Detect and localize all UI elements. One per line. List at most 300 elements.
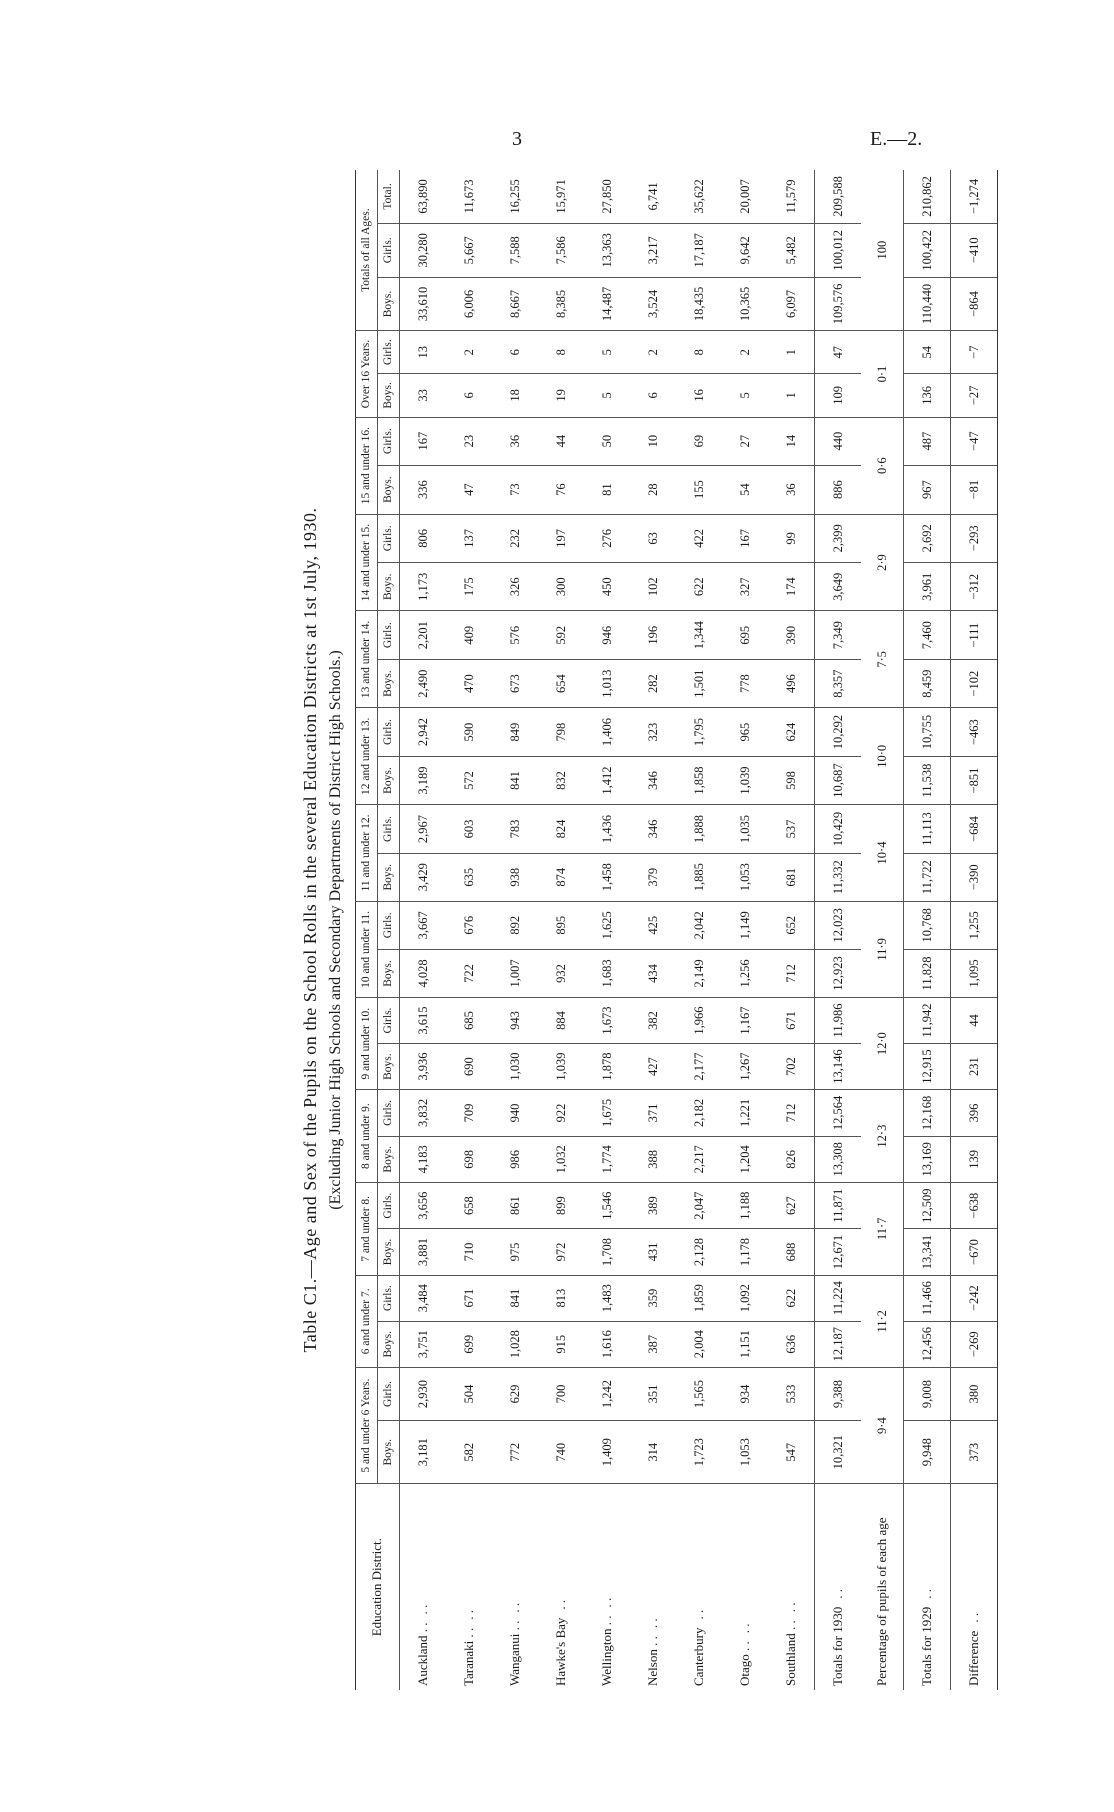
district-label bbox=[768, 1484, 815, 1690]
leader-dots: . . bbox=[966, 1612, 982, 1623]
table-cell: 33 bbox=[400, 374, 447, 418]
difference-row bbox=[951, 170, 998, 1690]
table-cell: 1,151 bbox=[722, 1321, 768, 1367]
leader-dots: . . bbox=[691, 1609, 707, 1620]
table-cell: 986 bbox=[492, 1136, 538, 1182]
table-cell: 100,012 bbox=[815, 223, 862, 277]
header-girls: Girls. bbox=[378, 611, 400, 659]
header-age-group: 11 and under 12. bbox=[356, 805, 378, 901]
header-girls: Girls. bbox=[378, 331, 400, 374]
table-cell: 300 bbox=[538, 563, 584, 611]
percentage-cell: 9·4 bbox=[861, 1367, 904, 1483]
table-cell: 886 bbox=[815, 465, 862, 514]
table-cell: 1,675 bbox=[584, 1090, 630, 1136]
table-cell: 13,169 bbox=[904, 1136, 951, 1182]
row-label-text: Totals for 1930 bbox=[830, 1606, 846, 1686]
header-row-groups bbox=[356, 170, 378, 1690]
table-cell: 11,538 bbox=[904, 756, 951, 804]
table-cell: 13,308 bbox=[815, 1136, 862, 1182]
table-cell: 50 bbox=[584, 417, 630, 465]
table-cell: 427 bbox=[630, 1043, 676, 1089]
table-cell: 69 bbox=[676, 417, 722, 465]
header-total: Total. bbox=[378, 170, 400, 223]
table-cell: 685 bbox=[446, 998, 492, 1044]
table-cell: 196 bbox=[630, 611, 676, 659]
table-cell: −47 bbox=[951, 417, 998, 465]
table-cell: 155 bbox=[676, 465, 722, 514]
table-cell: 8 bbox=[676, 331, 722, 374]
percentage-cell: 10·4 bbox=[861, 805, 904, 901]
table-cell: 346 bbox=[630, 805, 676, 854]
table-cell: 712 bbox=[768, 1090, 815, 1136]
table-cell: 3,832 bbox=[400, 1090, 447, 1136]
table-cell: 832 bbox=[538, 756, 584, 804]
table-cell: 16 bbox=[676, 374, 722, 418]
table-cell: 10,365 bbox=[722, 277, 768, 331]
header-age-group: 7 and under 8. bbox=[356, 1182, 378, 1275]
district-name: Wanganui . . bbox=[507, 1620, 523, 1686]
header-girls: Girls. bbox=[378, 417, 400, 465]
table-cell: 622 bbox=[768, 1275, 815, 1321]
table-cell: 629 bbox=[492, 1367, 538, 1420]
table-cell: 76 bbox=[538, 465, 584, 514]
header-boys: Boys. bbox=[378, 1229, 400, 1275]
row-label bbox=[861, 1484, 904, 1690]
table-cell: 35,622 bbox=[691, 179, 706, 214]
table-cell: 387 bbox=[630, 1321, 676, 1367]
table-cell: 197 bbox=[538, 514, 584, 562]
table-cell: 2 bbox=[630, 331, 676, 374]
table-cell: 671 bbox=[768, 998, 815, 1044]
table-cell: 1,221 bbox=[722, 1090, 768, 1136]
table-cell: 18,435 bbox=[676, 277, 722, 331]
table-cell: 1,888 bbox=[676, 805, 722, 854]
table-cell: 1,178 bbox=[722, 1229, 768, 1275]
table-cell: 1,053 bbox=[722, 853, 768, 901]
table-cell: 27,850 bbox=[599, 179, 614, 214]
table-cell: 7,586 bbox=[538, 223, 584, 277]
table-cell: −390 bbox=[951, 853, 998, 901]
table-cell: 210,862 bbox=[904, 170, 951, 223]
table-cell: 1 bbox=[768, 331, 815, 374]
table-cell: −27 bbox=[951, 374, 998, 418]
table-cell: 1,028 bbox=[492, 1321, 538, 1367]
leader-dots: . . bbox=[507, 1602, 523, 1613]
table-cell: 722 bbox=[446, 949, 492, 997]
table-cell: 11,986 bbox=[815, 998, 862, 1044]
table-cell: 63,890 bbox=[415, 179, 430, 214]
table-cell: 934 bbox=[722, 1367, 768, 1420]
table-body bbox=[400, 170, 998, 1690]
district-name: Canterbury bbox=[691, 1627, 707, 1686]
district-name: Nelson . . bbox=[645, 1636, 661, 1686]
table-cell: 3,936 bbox=[400, 1043, 447, 1089]
table-cell: 10 bbox=[630, 417, 676, 465]
table-cell: 2,692 bbox=[904, 514, 951, 562]
table-cell: 396 bbox=[951, 1090, 998, 1136]
table-cell: 276 bbox=[584, 514, 630, 562]
table-cell: 3,656 bbox=[400, 1182, 447, 1228]
table-cell: 7,349 bbox=[815, 611, 862, 659]
table-cell: 431 bbox=[630, 1229, 676, 1275]
header-girls: Girls. bbox=[378, 901, 400, 949]
table-cell: 11,722 bbox=[904, 853, 951, 901]
table-cell: 351 bbox=[630, 1367, 676, 1420]
table-cell: 841 bbox=[492, 756, 538, 804]
table-cell: 1,774 bbox=[584, 1136, 630, 1182]
table-cell: 972 bbox=[538, 1229, 584, 1275]
table-cell: 1,092 bbox=[722, 1275, 768, 1321]
table-cell: 73 bbox=[492, 465, 538, 514]
table-cell: 1,013 bbox=[584, 659, 630, 707]
table-cell: 681 bbox=[768, 853, 815, 901]
table-cell: 1,565 bbox=[676, 1367, 722, 1420]
header-girls: Girls. bbox=[378, 1275, 400, 1321]
table-cell: 11,113 bbox=[904, 805, 951, 854]
table-cell: 28 bbox=[630, 465, 676, 514]
table-cell: 975 bbox=[492, 1229, 538, 1275]
table-cell: 3,484 bbox=[400, 1275, 447, 1321]
table-cell: 688 bbox=[768, 1229, 815, 1275]
row-label-text: Totals for 1929 bbox=[919, 1606, 935, 1686]
table-cell: 326 bbox=[492, 563, 538, 611]
district-label bbox=[538, 1484, 584, 1690]
table-cell: −670 bbox=[951, 1229, 998, 1275]
age-sex-table bbox=[355, 170, 998, 1690]
table-cell: 658 bbox=[446, 1182, 492, 1228]
leader-dots: . . bbox=[737, 1623, 753, 1634]
table-cell: 1,966 bbox=[676, 998, 722, 1044]
table-cell: 740 bbox=[538, 1421, 584, 1484]
table-cell: −410 bbox=[951, 223, 998, 277]
table-cell: 1,173 bbox=[400, 563, 447, 611]
table-cell: 10,429 bbox=[815, 805, 862, 854]
table-cell: 572 bbox=[446, 756, 492, 804]
table-cell: 12,671 bbox=[815, 1229, 862, 1275]
table-cell: 12,923 bbox=[815, 949, 862, 997]
table-cell: 17,187 bbox=[676, 223, 722, 277]
percentage-cell: 2·9 bbox=[861, 514, 904, 611]
table-cell: 504 bbox=[446, 1367, 492, 1420]
table-cell: 2,177 bbox=[676, 1043, 722, 1089]
header-girls: Girls. bbox=[378, 223, 400, 277]
table-cell: 371 bbox=[630, 1090, 676, 1136]
header-girls: Girls. bbox=[378, 998, 400, 1044]
table-cell: 15,971 bbox=[553, 179, 568, 214]
table-cell: 2,128 bbox=[676, 1229, 722, 1275]
header-boys: Boys. bbox=[378, 277, 400, 331]
table-cell: 1,406 bbox=[584, 708, 630, 756]
table-cell: 547 bbox=[768, 1421, 815, 1484]
row-label bbox=[904, 1484, 951, 1690]
table-cell: 409 bbox=[446, 611, 492, 659]
header-age-group: 8 and under 9. bbox=[356, 1090, 378, 1183]
table-cell: 12,168 bbox=[904, 1090, 951, 1136]
table-cell: 99 bbox=[768, 514, 815, 562]
table-cell: 849 bbox=[492, 708, 538, 756]
table-cell: 30,280 bbox=[400, 223, 447, 277]
table-cell: 232 bbox=[492, 514, 538, 562]
table-cell: 7,588 bbox=[492, 223, 538, 277]
table-cell: 826 bbox=[768, 1136, 815, 1182]
table-cell: 6 bbox=[630, 374, 676, 418]
table-cell: 813 bbox=[538, 1275, 584, 1321]
page-number: 3 bbox=[512, 128, 522, 150]
header-age-group: 9 and under 10. bbox=[356, 998, 378, 1090]
table-cell: 12,915 bbox=[904, 1043, 951, 1089]
table-cell: 137 bbox=[446, 514, 492, 562]
table-cell: 10,292 bbox=[815, 708, 862, 756]
table-cell: 434 bbox=[630, 949, 676, 997]
percentage-cell: 0·1 bbox=[861, 331, 904, 417]
table-cell: 9,642 bbox=[722, 223, 768, 277]
table-cell: 1,030 bbox=[492, 1043, 538, 1089]
percentage-cell: 0·6 bbox=[861, 417, 904, 514]
table-cell: 2,490 bbox=[400, 659, 447, 707]
table-cell: 6,741 bbox=[645, 182, 660, 211]
table-cell: 231 bbox=[951, 1043, 998, 1089]
header-boys: Boys. bbox=[378, 756, 400, 804]
table-cell: 590 bbox=[446, 708, 492, 756]
percentage-cell: 100 bbox=[874, 240, 889, 260]
header-row-sex bbox=[378, 170, 400, 1690]
table-cell: 592 bbox=[538, 611, 584, 659]
table-cell: 425 bbox=[630, 901, 676, 949]
table-cell: 13,146 bbox=[815, 1043, 862, 1089]
header-girls: Girls. bbox=[378, 1367, 400, 1420]
table-cell: 5,667 bbox=[446, 223, 492, 277]
table-cell: 379 bbox=[630, 853, 676, 901]
table-cell: 54 bbox=[904, 331, 951, 374]
table-cell: 167 bbox=[400, 417, 447, 465]
table-cell: −463 bbox=[951, 708, 998, 756]
table-cell: 9,388 bbox=[815, 1367, 862, 1420]
table-cell: 533 bbox=[768, 1367, 815, 1420]
table-cell: 806 bbox=[400, 514, 447, 562]
table-cell: 1,795 bbox=[676, 708, 722, 756]
header-girls: Girls. bbox=[378, 805, 400, 854]
table-cell: 1,039 bbox=[722, 756, 768, 804]
table-cell: 1,053 bbox=[722, 1421, 768, 1484]
table-cell: 3,189 bbox=[400, 756, 447, 804]
table-cell: 922 bbox=[538, 1090, 584, 1136]
table-cell: 5,482 bbox=[768, 223, 815, 277]
header-age-group: Totals of all Ages. bbox=[356, 170, 378, 331]
table-cell: 899 bbox=[538, 1182, 584, 1228]
table-cell: 965 bbox=[722, 708, 768, 756]
table-cell: 54 bbox=[722, 465, 768, 514]
table-cell: 282 bbox=[630, 659, 676, 707]
district-name: Auckland . . bbox=[415, 1622, 431, 1686]
header-age-group: 6 and under 7. bbox=[356, 1275, 378, 1367]
rotated-table-block bbox=[300, 170, 982, 1690]
table-cell: 915 bbox=[538, 1321, 584, 1367]
table-cell: 47 bbox=[815, 331, 862, 374]
table-cell: 582 bbox=[446, 1421, 492, 1484]
leader-dots: . . bbox=[783, 1602, 799, 1613]
table-cell: 327 bbox=[722, 563, 768, 611]
header-district: Education District. bbox=[356, 1484, 400, 1690]
table-cell: 1,242 bbox=[584, 1367, 630, 1420]
table-cell: −7 bbox=[951, 331, 998, 374]
table-cell: 1,483 bbox=[584, 1275, 630, 1321]
table-cell: 100,422 bbox=[904, 223, 951, 277]
header-boys: Boys. bbox=[378, 1321, 400, 1367]
district-label bbox=[676, 1484, 722, 1690]
header-age-group: 12 and under 13. bbox=[356, 708, 378, 805]
district-name: Southland . . bbox=[783, 1620, 799, 1686]
table-cell: 8 bbox=[538, 331, 584, 374]
table-cell: 496 bbox=[768, 659, 815, 707]
percentage-cell: 10·0 bbox=[861, 708, 904, 805]
table-cell: 12,456 bbox=[904, 1321, 951, 1367]
table-cell: 627 bbox=[768, 1182, 815, 1228]
table-cell: 861 bbox=[492, 1182, 538, 1228]
header-age-group: 14 and under 15. bbox=[356, 514, 378, 611]
table-row bbox=[584, 170, 630, 1690]
table-cell: 1,616 bbox=[584, 1321, 630, 1367]
table-cell: 6,097 bbox=[768, 277, 815, 331]
header-girls: Girls. bbox=[378, 1182, 400, 1228]
table-cell: 603 bbox=[446, 805, 492, 854]
district-name: Taranaki . . bbox=[461, 1627, 477, 1686]
table-cell: 2,047 bbox=[676, 1182, 722, 1228]
table-cell: 1,149 bbox=[722, 901, 768, 949]
table-cell: 1,723 bbox=[676, 1421, 722, 1484]
table-cell: 712 bbox=[768, 949, 815, 997]
table-cell: 841 bbox=[492, 1275, 538, 1321]
table-cell: 709 bbox=[446, 1090, 492, 1136]
table-cell: 6 bbox=[446, 374, 492, 418]
table-cell: −102 bbox=[951, 659, 998, 707]
table-cell: 3,181 bbox=[400, 1421, 447, 1484]
table-cell: 336 bbox=[400, 465, 447, 514]
table-cell: 23 bbox=[446, 417, 492, 465]
table-cell: 11,224 bbox=[815, 1275, 862, 1321]
table-cell: 778 bbox=[722, 659, 768, 707]
row-label-text: Difference bbox=[966, 1630, 982, 1686]
table-cell: 10,768 bbox=[904, 901, 951, 949]
table-cell: 2,967 bbox=[400, 805, 447, 854]
table-cell: 8,667 bbox=[492, 277, 538, 331]
table-cell: −684 bbox=[951, 805, 998, 854]
table-cell: 9,008 bbox=[904, 1367, 951, 1420]
table-row bbox=[446, 170, 492, 1690]
table-cell: 389 bbox=[630, 1182, 676, 1228]
table-cell: 1,095 bbox=[951, 949, 998, 997]
percentage-cell: 11·7 bbox=[861, 1182, 904, 1275]
table-cell: 598 bbox=[768, 756, 815, 804]
table-cell: 772 bbox=[492, 1421, 538, 1484]
table-cell: 36 bbox=[492, 417, 538, 465]
leader-dots: . . bbox=[919, 1589, 935, 1599]
table-cell: 14 bbox=[768, 417, 815, 465]
table-cell: 2,149 bbox=[676, 949, 722, 997]
table-cell: 19 bbox=[538, 374, 584, 418]
table-cell: 1,501 bbox=[676, 659, 722, 707]
header-boys: Boys. bbox=[378, 1043, 400, 1089]
table-cell: 1,878 bbox=[584, 1043, 630, 1089]
table-cell: 109 bbox=[815, 374, 862, 418]
table-cell: 943 bbox=[492, 998, 538, 1044]
table-cell: 14,487 bbox=[584, 277, 630, 331]
table-cell: 167 bbox=[722, 514, 768, 562]
table-cell: 5 bbox=[722, 374, 768, 418]
table-cell: 81 bbox=[584, 465, 630, 514]
table-cell: 1,546 bbox=[584, 1182, 630, 1228]
table-cell: 1,255 bbox=[951, 901, 998, 949]
district-name: Wellington . . bbox=[599, 1615, 615, 1686]
header-girls: Girls. bbox=[378, 708, 400, 756]
table-cell: 102 bbox=[630, 563, 676, 611]
table-cell: 884 bbox=[538, 998, 584, 1044]
percentage-cell: 7·5 bbox=[861, 611, 904, 708]
header-age-group: 13 and under 14. bbox=[356, 611, 378, 708]
table-cell: 175 bbox=[446, 563, 492, 611]
table-cell: 440 bbox=[815, 417, 862, 465]
table-cell: 798 bbox=[538, 708, 584, 756]
table-cell: 4,183 bbox=[400, 1136, 447, 1182]
table-cell: 938 bbox=[492, 853, 538, 901]
table-cell: 3,961 bbox=[904, 563, 951, 611]
table-cell: 16,255 bbox=[507, 179, 522, 214]
table-cell: 576 bbox=[492, 611, 538, 659]
table-cell: 1,458 bbox=[584, 853, 630, 901]
header-age-group: 5 and under 6 Years. bbox=[356, 1367, 378, 1483]
table-cell: 1,409 bbox=[584, 1421, 630, 1484]
table-cell: 635 bbox=[446, 853, 492, 901]
table-cell: 2,399 bbox=[815, 514, 862, 562]
percentage-cell: 11·9 bbox=[861, 901, 904, 997]
table-cell: 8,385 bbox=[538, 277, 584, 331]
table-cell: 470 bbox=[446, 659, 492, 707]
table-cell: 624 bbox=[768, 708, 815, 756]
table-cell: −864 bbox=[951, 277, 998, 331]
table-cell: 700 bbox=[538, 1367, 584, 1420]
district-label bbox=[446, 1484, 492, 1690]
table-cell: 892 bbox=[492, 901, 538, 949]
table-cell: −269 bbox=[951, 1321, 998, 1367]
table-cell: 11,871 bbox=[815, 1182, 862, 1228]
table-cell: 20,007 bbox=[737, 179, 752, 214]
leader-dots: . . bbox=[415, 1604, 431, 1615]
table-cell: 346 bbox=[630, 756, 676, 804]
header-boys: Boys. bbox=[378, 374, 400, 418]
table-cell: 874 bbox=[538, 853, 584, 901]
percentage-row bbox=[861, 170, 904, 1690]
table-cell: 783 bbox=[492, 805, 538, 854]
header-boys: Boys. bbox=[378, 1136, 400, 1182]
header-boys: Boys. bbox=[378, 563, 400, 611]
table-cell: 1,885 bbox=[676, 853, 722, 901]
table-cell: 1,167 bbox=[722, 998, 768, 1044]
district-name: Otago . . bbox=[737, 1641, 753, 1686]
table-cell: 11,673 bbox=[461, 179, 476, 214]
table-cell: 2,042 bbox=[676, 901, 722, 949]
table-cell: 11,466 bbox=[904, 1275, 951, 1321]
table-title: Table C1.—Age and Sex of the Pupils on the School Rolls in the several Education Districts at 1st July, 1930. bbox=[300, 507, 320, 1353]
table-cell: 314 bbox=[630, 1421, 676, 1484]
table-cell: 422 bbox=[676, 514, 722, 562]
table-cell: 2,201 bbox=[400, 611, 447, 659]
row-label-text: Percentage of pupils of each age bbox=[874, 1517, 890, 1686]
table-cell: 3,649 bbox=[815, 563, 862, 611]
table-cell: 1,032 bbox=[538, 1136, 584, 1182]
table-cell: 1,035 bbox=[722, 805, 768, 854]
district-name: Hawke's Bay bbox=[553, 1617, 569, 1686]
district-label bbox=[400, 1484, 447, 1690]
header-age-group: 15 and under 16. bbox=[356, 417, 378, 514]
